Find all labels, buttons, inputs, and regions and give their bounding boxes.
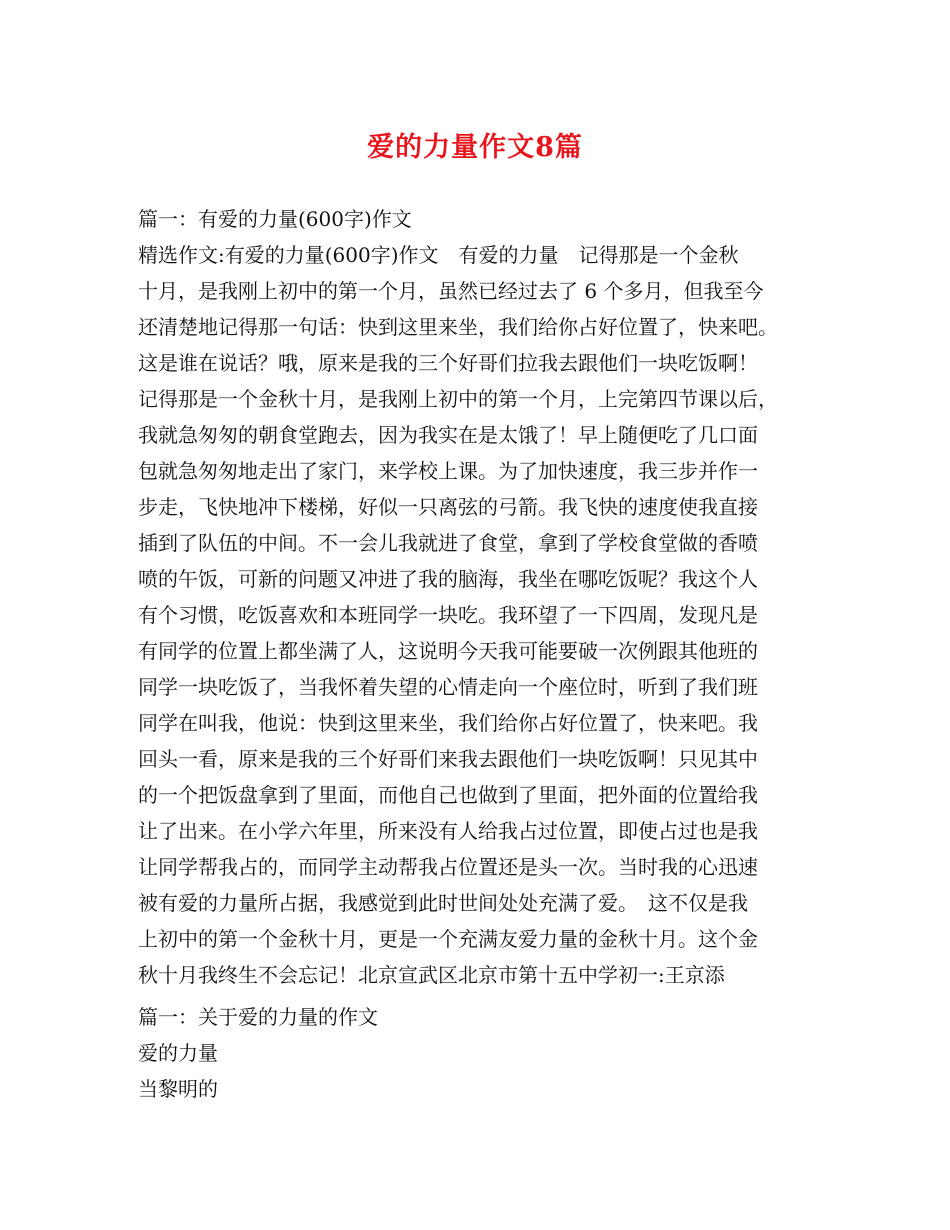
text-line: 上初中的第一个金秋十月，更是一个充满友爱力量的金秋十月。这个金 — [138, 927, 758, 951]
text-line: 秋十月我终生不会忘记！北京宣武区北京市第十五中学初一:王京添 — [138, 963, 725, 987]
document-title: 爱的力量作文8篇 — [367, 132, 583, 163]
text-line: 精选作文:有爱的力量(600字)作文 有爱的力量 记得那是一个金秋 — [138, 243, 739, 267]
text-line: 插到了队伍的中间。不一会儿我就进了食堂，拿到了学校食堂做的香喷 — [138, 531, 758, 555]
text-line: 还清楚地记得那一句话：快到这里来坐，我们给你占好位置了，快来吧。 — [138, 315, 778, 339]
text-line: 让了出来。在小学六年里，所来没有人给我占过位置，即使占过也是我 — [138, 819, 758, 843]
text-line: 步走，飞快地冲下楼梯，好似一只离弦的弓箭。我飞快的速度使我直接 — [138, 495, 758, 519]
text-line: 被有爱的力量所占据，我感觉到此时世间处处充满了爱。 这不仅是我 — [138, 891, 748, 915]
text-line: 喷的午饭，可新的问题又冲进了我的脑海，我坐在哪吃饭呢？我这个人 — [138, 567, 758, 591]
text-line: 的一个把饭盘拿到了里面，而他自己也做到了里面，把外面的位置给我 — [138, 783, 758, 807]
text-line: 同学一块吃饭了，当我怀着失望的心情走向一个座位时，听到了我们班 — [138, 675, 758, 699]
text-line: 有个习惯，吃饭喜欢和本班同学一块吃。我环望了一下四周，发现凡是 — [138, 603, 758, 627]
text-line: 十月，是我刚上初中的第一个月，虽然已经过去了 6 个多月，但我至今 — [138, 279, 764, 303]
text-line: 回头一看，原来是我的三个好哥们来我去跟他们一块吃饭啊！只见其中 — [138, 747, 758, 771]
text-line: 我就急匆匆的朝食堂跑去，因为我实在是太饿了！早上随便吃了几口面 — [138, 423, 758, 447]
text-line: 让同学帮我占的，而同学主动帮我占位置还是头一次。当时我的心迅速 — [138, 855, 758, 879]
text-line: 这是谁在说话？哦，原来是我的三个好哥们拉我去跟他们一块吃饭啊！ — [138, 351, 758, 375]
text-line: 有同学的位置上都坐满了人，这说明今天我可能要破一次例跟其他班的 — [138, 639, 758, 663]
text-line: 同学在叫我，他说：快到这里来坐，我们给你占好位置了，快来吧。我 — [138, 711, 758, 735]
text-line: 爱的力量 — [138, 1041, 218, 1065]
text-line: 包就急匆匆地走出了家门，来学校上课。为了加快速度，我三步并作一 — [138, 459, 758, 483]
text-line: 记得那是一个金秋十月，是我刚上初中的第一个月，上完第四节课以后， — [138, 387, 778, 411]
section-heading: 篇一：关于爱的力量的作文 — [138, 1005, 378, 1029]
text-line: 篇一：有爱的力量(600字)作文 — [138, 207, 412, 231]
text-line: 当黎明的 — [138, 1077, 218, 1101]
